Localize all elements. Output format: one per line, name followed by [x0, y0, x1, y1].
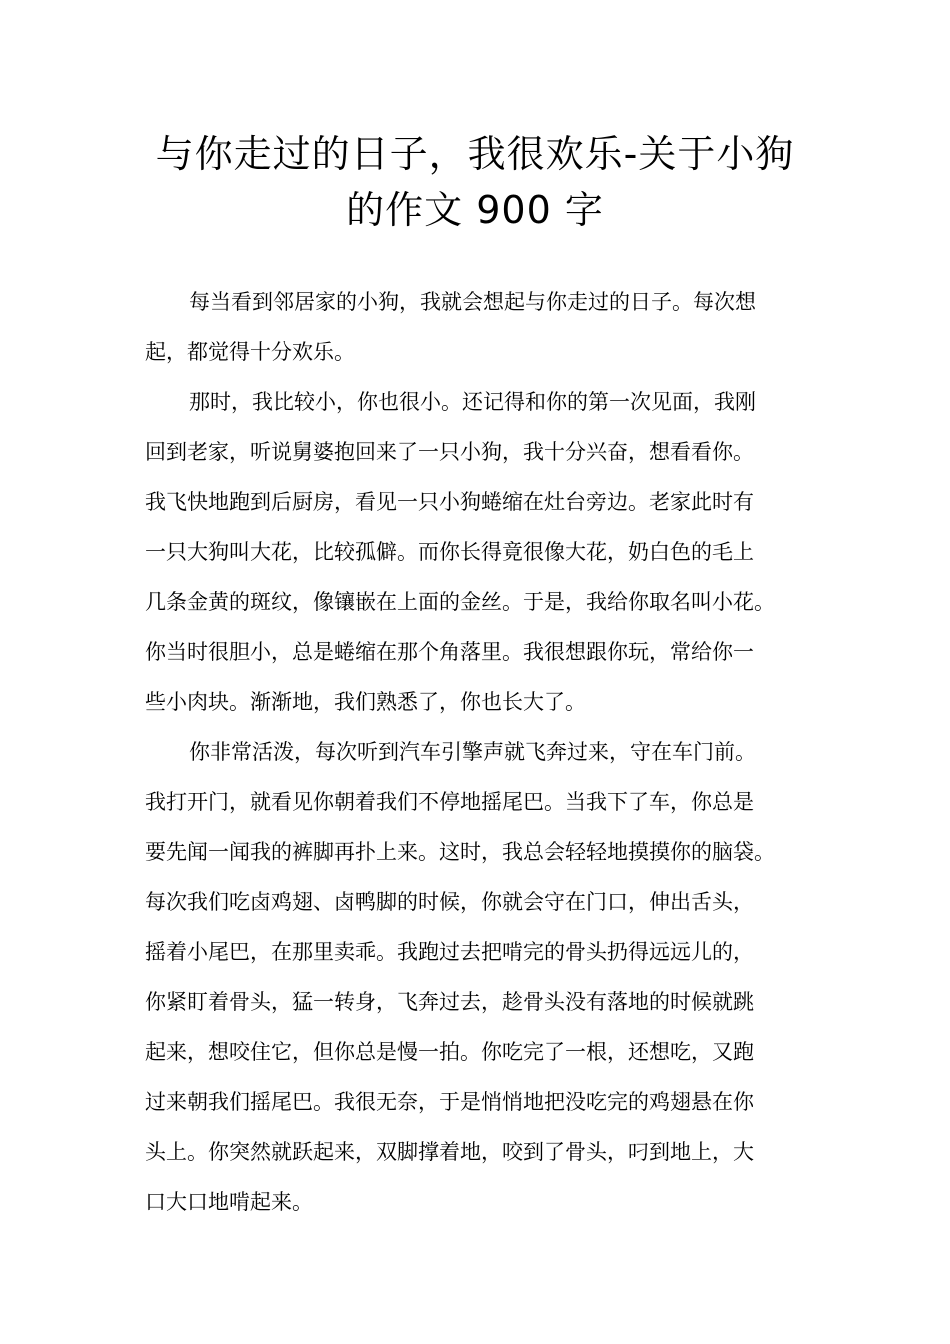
paragraph-line: 我飞快地跑到后厨房，看见一只小狗蜷缩在灶台旁边。老家此时有	[145, 490, 754, 514]
paragraph-line: 你紧盯着骨头，猛一转身，飞奔过去，趁骨头没有落地的时候就跳	[145, 990, 754, 1014]
paragraph-line: 口大口地啃起来。	[145, 1190, 313, 1214]
paragraph-line: 一只大狗叫大花，比较孤僻。而你长得竟很像大花，奶白色的毛上	[145, 540, 754, 564]
paragraph-line: 起，都觉得十分欢乐。	[145, 340, 355, 364]
paragraph-line: 那时，我比较小，你也很小。还记得和你的第一次见面，我刚	[189, 390, 756, 414]
paragraph-line: 摇着小尾巴，在那里卖乖。我跑过去把啃完的骨头扔得远远儿的，	[145, 940, 754, 964]
paragraph-line: 我打开门，就看见你朝着我们不停地摇尾巴。当我下了车，你总是	[145, 790, 754, 814]
paragraph-line: 些小肉块。渐渐地，我们熟悉了，你也长大了。	[145, 690, 586, 714]
paragraph-line: 要先闻一闻我的裤脚再扑上来。这时，我总会轻轻地摸摸你的脑袋。	[145, 840, 775, 864]
paragraph-line: 起来，想咬住它，但你总是慢一拍。你吃完了一根，还想吃，又跑	[145, 1040, 754, 1064]
paragraph-1	[145, 277, 835, 377]
document-title	[60, 126, 890, 238]
paragraph-line: 每当看到邻居家的小狗，我就会想起与你走过的日子。每次想	[189, 290, 756, 314]
document-body	[145, 277, 835, 1227]
paragraph-2	[145, 377, 835, 727]
paragraph-line: 你当时很胆小，总是蜷缩在那个角落里。我很想跟你玩，常给你一	[145, 640, 754, 664]
paragraph-line: 回到老家，听说舅婆抱回来了一只小狗，我十分兴奋，想看看你。	[145, 440, 754, 464]
paragraph-line: 过来朝我们摇尾巴。我很无奈，于是悄悄地把没吃完的鸡翅悬在你	[145, 1090, 754, 1114]
paragraph-line: 每次我们吃卤鸡翅、卤鸭脚的时候，你就会守在门口，伸出舌头，	[145, 890, 754, 914]
title-line-2: 的作文 900 字	[346, 188, 604, 232]
paragraph-line: 头上。你突然就跃起来，双脚撑着地，咬到了骨头，叼到地上，大	[145, 1140, 754, 1164]
paragraph-line: 几条金黄的斑纹，像镶嵌在上面的金丝。于是，我给你取名叫小花。	[145, 590, 775, 614]
paragraph-3	[145, 727, 835, 1227]
paragraph-line: 你非常活泼，每次听到汽车引擎声就飞奔过来，守在车门前。	[189, 740, 756, 764]
title-line-1: 与你走过的日子，我很欢乐-关于小狗	[155, 132, 795, 176]
